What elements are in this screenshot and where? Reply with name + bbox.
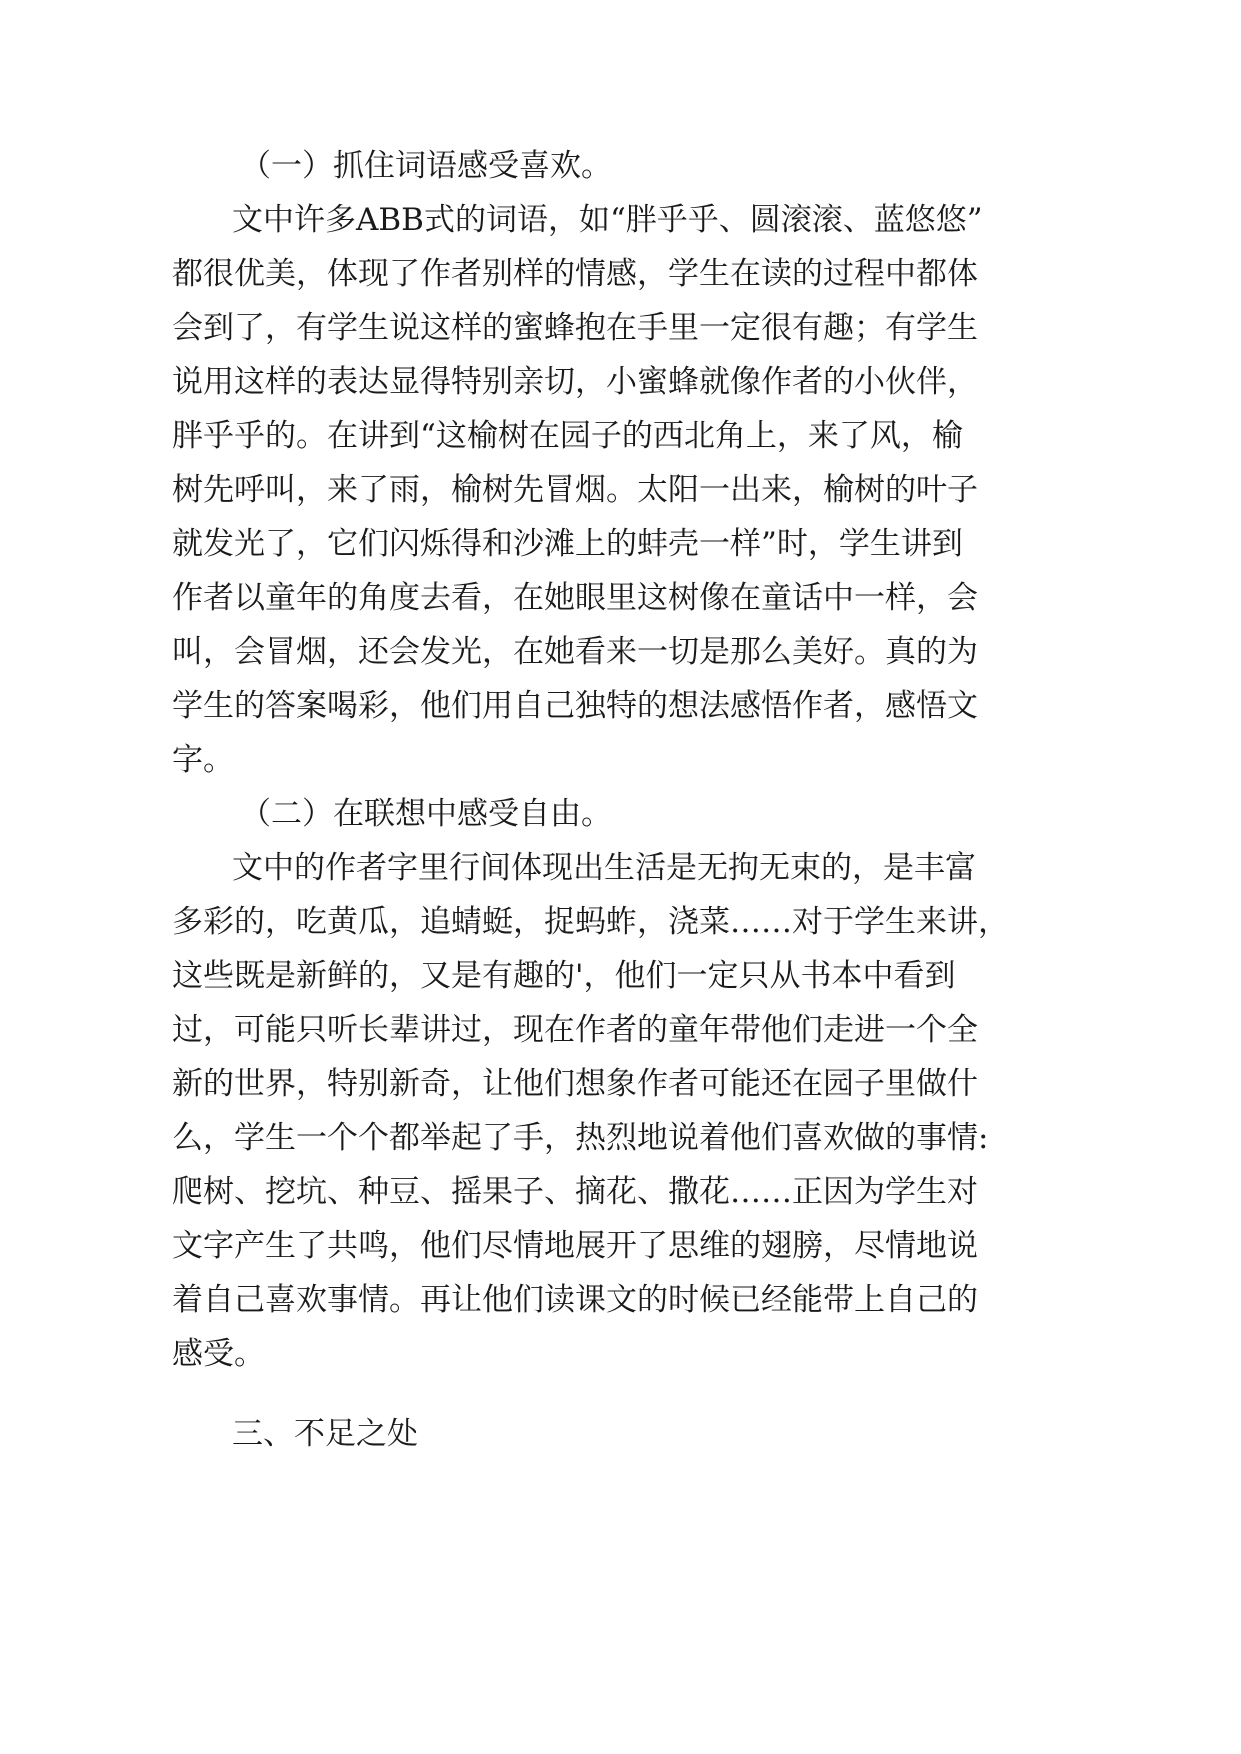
paragraph-line: 字。: [172, 742, 234, 778]
paragraph-line: 么，学生一个个都举起了手，热烈地说着他们喜欢做的事情:: [172, 1120, 989, 1156]
heading-2: （二）在联想中感受自由。: [240, 796, 612, 832]
paragraph-line: 爬树、挖坑、种豆、摇果子、摘花、撒花……正因为学生对: [172, 1174, 978, 1210]
section-heading: 三、不足之处: [232, 1416, 418, 1452]
paragraph-line: 过，可能只听长辈讲过，现在作者的童年带他们走进一个全: [172, 1012, 978, 1048]
paragraph-line: 会到了，有学生说这样的蜜蜂抱在手里一定很有趣；有学生: [172, 310, 978, 346]
paragraph-line: 着自己喜欢事情。再让他们读课文的时候已经能带上自己的: [172, 1282, 978, 1318]
paragraph-line: 说用这样的表达显得特别亲切，小蜜蜂就像作者的小伙伴，: [172, 364, 978, 400]
paragraph-line: 这些既是新鲜的，又是有趣的'，他们一定只从书本中看到: [172, 958, 956, 994]
paragraph-line: 树先呼叫，来了雨，榆树先冒烟。太阳一出来，榆树的叶子: [172, 472, 978, 508]
paragraph-line: 多彩的，吃黄瓜，追蜻蜓，捉蚂蚱，浇菜……对于学生来讲，: [172, 904, 1009, 940]
paragraph-line: 学生的答案喝彩，他们用自己独特的想法感悟作者，感悟文: [172, 688, 978, 724]
paragraph-line: 就发光了，它们闪烁得和沙滩上的蚌壳一样”时，学生讲到: [172, 526, 963, 562]
paragraph-line: 感受。: [172, 1336, 265, 1372]
heading-1: （一）抓住词语感受喜欢。: [240, 148, 612, 184]
paragraph-line: 都很优美，体现了作者别样的情感，学生在读的过程中都体: [172, 256, 978, 292]
paragraph-line: 作者以童年的角度去看，在她眼里这树像在童话中一样，会: [172, 580, 978, 616]
paragraph-line: 文中许多ABB式的词语，如“胖乎乎、圆滚滚、蓝悠悠”: [232, 202, 983, 238]
paragraph-line: 叫，会冒烟，还会发光，在她看来一切是那么美好。真的为: [172, 634, 978, 670]
paragraph-line: 文字产生了共鸣，他们尽情地展开了思维的翅膀，尽情地说: [172, 1228, 978, 1264]
paragraph-line: 文中的作者字里行间体现出生活是无拘无束的，是丰富: [232, 850, 976, 886]
paragraph-line: 新的世界，特别新奇，让他们想象作者可能还在园子里做什: [172, 1066, 978, 1102]
paragraph-line: 胖乎乎的。在讲到“这榆树在园子的西北角上，来了风，榆: [172, 418, 963, 454]
